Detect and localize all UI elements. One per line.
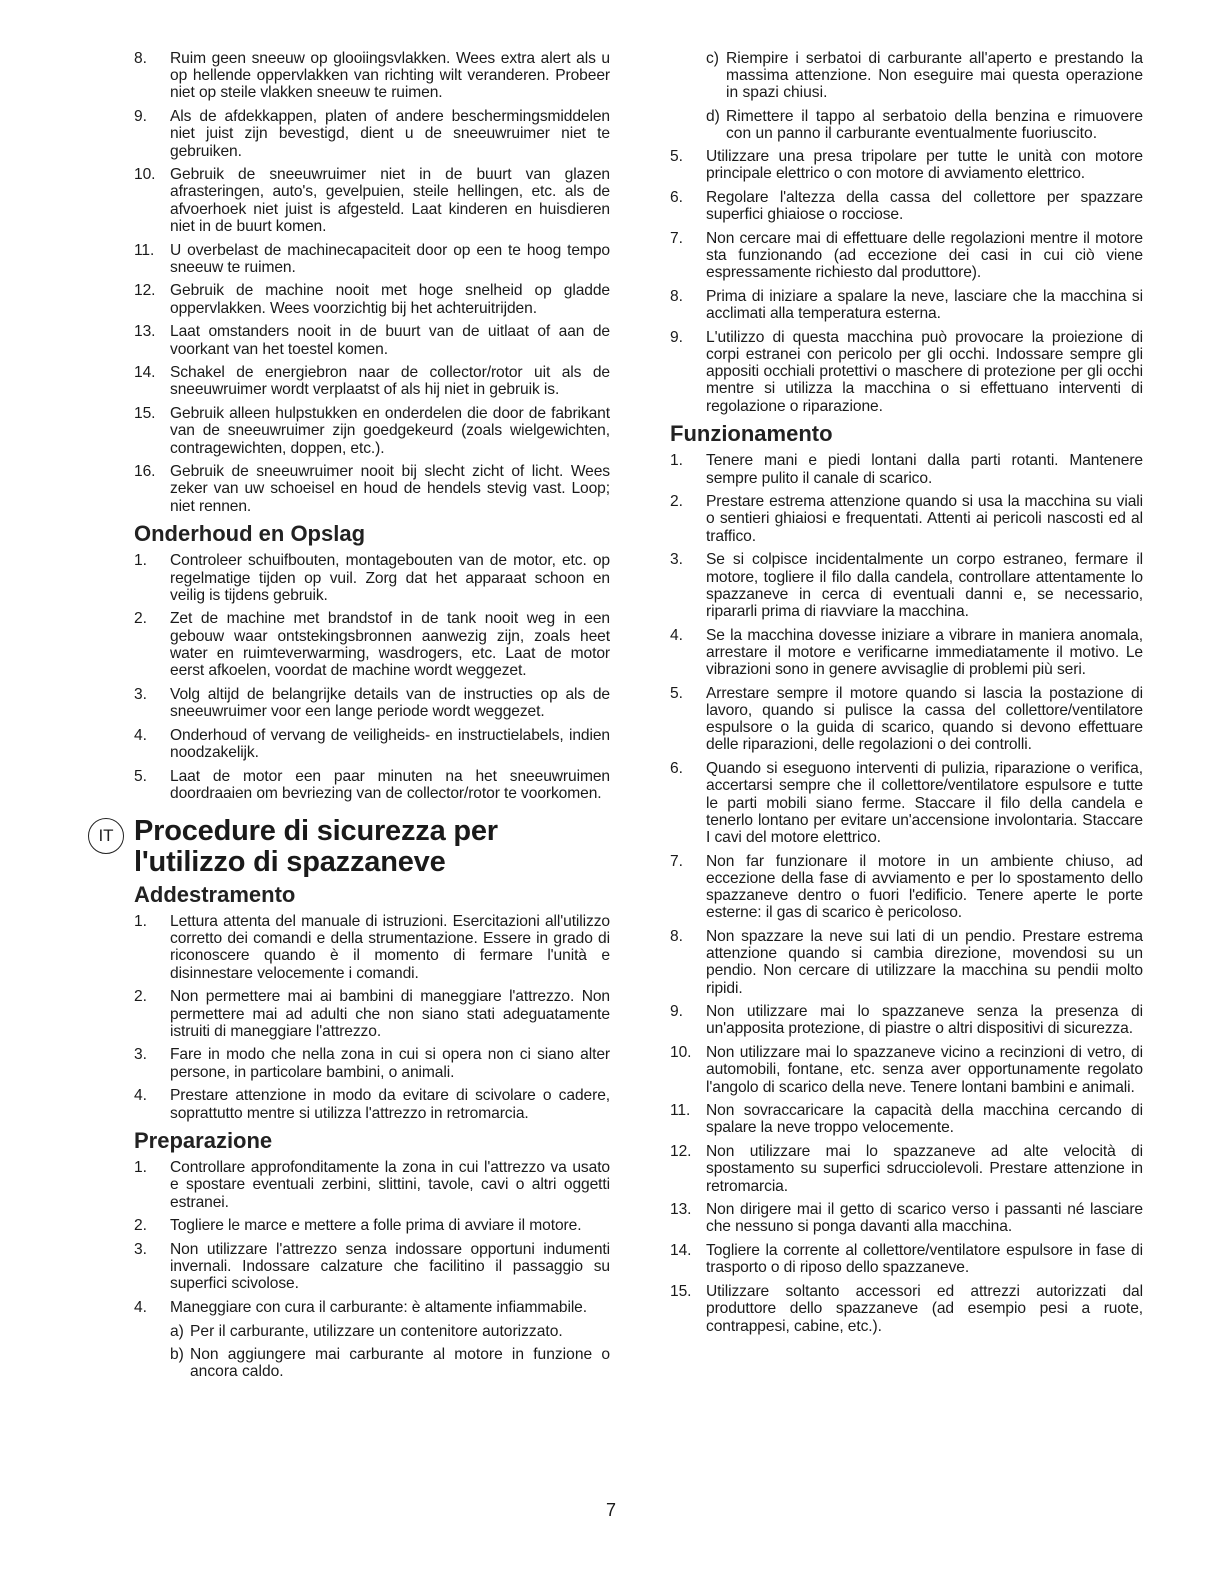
list-item-text: Fare in modo che nella zona in cui si opera non ci siano alter persone, in particolare bambini, o animali. [170, 1046, 610, 1081]
list-item [132, 1346, 610, 1380]
list-item-number: 15. [134, 405, 156, 423]
list-item-number: 11. [670, 1102, 691, 1120]
list-item-text: Non utilizzare mai lo spazzaneve vicino a recinzioni di vetro, di automobili, fontane, etc. senza aver opportunamente regolato l'angolo di scarico della neve. Tenere lontani bambini e animali. [706, 1044, 1143, 1096]
it-preparation-sublist [132, 1323, 610, 1381]
nl-maintenance-list [132, 552, 610, 802]
list-item [668, 1102, 1143, 1136]
list-item-number: 7. [670, 852, 683, 870]
heading-preparazione: Preparazione [134, 1128, 273, 1154]
list-item-number: b) [170, 1346, 184, 1364]
list-item-text: Controllare approfonditamente la zona in cui l'attrezzo va usato e spostare eventuali zerbini, slittini, tavole, cavi o altri oggetti estranei. [170, 1159, 610, 1211]
list-item-text: Non far funzionare il motore in un ambiente chiuso, ad eccezione della fase di avviamento e per lo spostamento dello spazzaneve dentro o fuori l'edificio. Tenere aperte le porte esterne: il gas di scarico è pericoloso. [706, 852, 1143, 922]
list-item-text: Non spazzare la neve sui lati di un pendio. Prestare estrema attenzione quando si cambia direzione, movendosi su un pendio. Non cercare di utilizzare la macchina su pendii molto ripidi. [706, 927, 1143, 997]
list-item [132, 1323, 610, 1340]
list-item [132, 727, 610, 761]
list-item-text: Ruim geen sneeuw op glooiingsvlakken. Wees extra alert als u op hellende oppervlakken van richting wilt veranderen. Probeer niet op steile vlakken sneeuw te ruimen. [170, 50, 610, 102]
list-item-number: 2. [134, 1217, 147, 1235]
list-item [132, 768, 610, 802]
list-item-text: Maneggiare con cura il carburante: è altamente infiammabile. [170, 1299, 587, 1317]
list-item-number: 12. [134, 282, 156, 300]
list-item [668, 189, 1143, 223]
it-preparation-list [132, 1159, 610, 1316]
list-item-number: 2. [670, 493, 683, 511]
list-item-number: 13. [134, 323, 156, 341]
list-item [132, 50, 610, 102]
list-item-number: 8. [670, 927, 683, 945]
list-item [668, 853, 1143, 922]
list-item-text: Onderhoud of vervang de veiligheids- en instructielabels, indien noodzakelijk. [170, 726, 610, 761]
list-item [132, 988, 610, 1040]
list-item-number: 10. [670, 1044, 692, 1062]
list-item-number: 6. [670, 188, 683, 206]
list-item [132, 610, 610, 679]
list-item [668, 1143, 1143, 1195]
list-item-text: Arrestare sempre il motore quando si lascia la postazione di lavoro, quando si pulisce la cassa del collettore/ventilatore espulsore o la guida di scarico, quando si devono effettuare delle riparazioni, delle regolazioni o dei controlli. [706, 684, 1143, 754]
list-item-number: 1. [134, 552, 147, 570]
list-item [668, 1242, 1143, 1276]
list-item-number: 7. [670, 229, 683, 247]
list-item-text: Non utilizzare mai lo spazzaneve senza la presenza di un'apposita protezione, di piastre o altri dispositivi di sicurezza. [706, 1003, 1143, 1038]
list-item [668, 329, 1143, 415]
section-title-block [98, 815, 610, 879]
list-item-text: Togliere le marce e mettere a folle prima di avviare il motore. [170, 1217, 582, 1235]
list-item [668, 685, 1143, 754]
it-preparation-sublist-cont [668, 50, 1143, 142]
nl-safety-list [132, 50, 610, 515]
list-item-text: Quando si eseguono interventi di pulizia, riparazione o verifica, accertarsi sempre che il collettore/ventilatore espulsore e tutte le parti mobili siano ferme. Staccare il filo della candela e tenerlo lontano per evitare un'accensione involontaria. Staccare I cavi del motore elettrico. [706, 760, 1143, 846]
list-item [668, 108, 1143, 142]
list-item-text: Als de afdekkappen, platen of andere beschermingsmiddelen niet juist zijn bevestigd, dient u de sneeuwruimer niet te gebruiken. [170, 108, 610, 160]
list-item-text: Non sovraccaricare la capacità della macchina cercando di spalare la neve troppo velocemente. [706, 1102, 1143, 1137]
list-item-text: Schakel de energiebron naar de collector/rotor uit als de sneeuwruimer wordt verplaatst of als hij niet in gebruik is. [170, 364, 610, 399]
list-item [132, 282, 610, 316]
list-item-number: 14. [670, 1242, 692, 1260]
list-item [132, 405, 610, 457]
list-item [132, 1299, 610, 1316]
left-column [98, 50, 610, 1386]
list-item [132, 1159, 610, 1211]
list-item-number: 14. [134, 364, 156, 382]
list-item [132, 1046, 610, 1080]
list-item [132, 463, 610, 515]
list-item [668, 493, 1143, 545]
list-item [668, 1201, 1143, 1235]
list-item-text: Lettura attenta del manuale di istruzioni. Esercitazioni all'utilizzo corretto dei comandi e della strumentazione. Essere in grado di riconoscere quando è il momento di fermare l'unità e disinnestare velocemente i comandi. [170, 913, 610, 982]
heading-funzionamento: Funzionamento [670, 421, 833, 447]
list-item-number: 8. [134, 50, 147, 67]
list-item-number: 9. [134, 108, 147, 126]
right-column [668, 50, 1143, 1341]
it-preparation-list-cont [668, 148, 1143, 415]
list-item [132, 686, 610, 720]
list-item-number: d) [706, 107, 720, 125]
list-item [668, 1003, 1143, 1037]
list-item-number: 5. [134, 767, 147, 785]
list-item [132, 364, 610, 398]
list-item-text: Togliere la corrente al collettore/ventilatore espulsore in fase di trasporto o di riposo dello spazzaneve. [706, 1242, 1143, 1277]
list-item [132, 913, 610, 982]
list-item-number: 2. [134, 610, 147, 628]
list-item [668, 928, 1143, 997]
heading-onderhoud: Onderhoud en Opslag [134, 521, 366, 547]
list-item [668, 50, 1143, 102]
list-item-number: 9. [670, 1003, 683, 1021]
list-item-number: 6. [670, 760, 683, 778]
list-item-text: Rimettere il tappo al serbatoio della benzina e rimuovere con un panno il carburante eventualmente fuoriuscito. [726, 107, 1143, 142]
list-item [668, 1044, 1143, 1096]
list-item-number: 4. [134, 726, 147, 744]
list-item [668, 452, 1143, 486]
list-item-text: U overbelast de machinecapaciteit door op een te hoog tempo sneeuw te ruimen. [170, 241, 610, 276]
list-item [132, 323, 610, 357]
list-item-text: Utilizzare soltanto accessori ed attrezzi autorizzati dal produttore dello spazzaneve (ad esempio pesi a ruote, contrappesi, cabine, etc.). [706, 1283, 1143, 1335]
page-title: Procedure di sicurezza per l'utilizzo di spazzaneve [134, 815, 498, 879]
it-operation-list [668, 452, 1143, 1334]
list-item-number: c) [706, 50, 719, 67]
list-item [132, 552, 610, 604]
list-item-text: Non cercare mai di effettuare delle regolazioni mentre il motore sta funzionando (ad eccezione dei casi in cui ciò viene espressamente richiesto dal produttore). [706, 229, 1143, 282]
list-item [132, 166, 610, 235]
list-item-text: Laat omstanders nooit in de buurt van de uitlaat of aan de voorkant van het toestel komen. [170, 323, 610, 358]
list-item [668, 1283, 1143, 1335]
list-item [668, 551, 1143, 620]
list-item-number: 11. [134, 241, 155, 259]
list-item-number: 5. [670, 684, 683, 702]
list-item [132, 1217, 610, 1234]
list-item-text: L'utilizzo di questa macchina può provocare la proiezione di corpi estranei con pericolo per gli occhi. Indossare sempre gli appositi occhiali protettivi o maschere di protezione per gli occhi mentre si utilizza la macchina o si effettuano interventi di regolazione o riparazione. [706, 328, 1143, 415]
list-item-text: Riempire i serbatoi di carburante all'aperto e prestando la massima attenzione. Non eseguire mai questa operazione in spazi chiusi. [726, 50, 1143, 102]
page-number: 7 [606, 1500, 617, 1520]
list-item-number: 3. [134, 685, 147, 703]
list-item-number: 8. [670, 287, 683, 305]
list-item-number: 4. [670, 626, 683, 644]
list-item [668, 760, 1143, 846]
list-item-text: Gebruik de sneeuwruimer nooit bij slecht zicht of licht. Wees zeker van uw schoeisel en houd de hendels stevig vast. Loop; niet rennen. [170, 463, 610, 515]
list-item-text: Non aggiungere mai carburante al motore in funzione o ancora caldo. [190, 1346, 610, 1381]
list-item-text: Se la macchina dovesse iniziare a vibrare in maniera anomala, arrestare il motore e verificarne immediatamente il motivo. Le vibrazioni sono in genere avvisaglie di problemi più seri. [706, 626, 1143, 679]
list-item [132, 108, 610, 160]
list-item-number: 1. [134, 913, 147, 931]
list-item-text: Per il carburante, utilizzare un contenitore autorizzato. [190, 1322, 563, 1340]
list-item-text: Prestare estrema attenzione quando si usa la macchina su viali o sentieri ghiaiosi e frequentati. Attenti ai pericoli nascosti ed al traffico. [706, 493, 1143, 545]
list-item-number: 10. [134, 166, 156, 184]
list-item-text: Controleer schuifbouten, montagebouten van de motor, etc. op regelmatige tijden op vuil. Zorg dat het apparaat schoon en veilig is tijdens gebruik. [170, 552, 610, 604]
list-item-number: 13. [670, 1201, 692, 1219]
it-training-list [132, 913, 610, 1122]
list-item-text: Laat de motor een paar minuten na het sneeuwruimen doordraaien om bevriezing van de collector/rotor te voorkomen. [170, 767, 610, 802]
list-item-number: 3. [670, 551, 683, 569]
list-item-number: 5. [670, 148, 683, 166]
list-item-number: 16. [134, 463, 156, 481]
list-item-text: Prima di iniziare a spalare la neve, lasciare che la macchina si acclimati alla temperatura esterna. [706, 287, 1143, 323]
list-item [668, 627, 1143, 679]
list-item-number: 3. [134, 1046, 147, 1064]
list-item-text: Se si colpisce incidentalmente un corpo estraneo, fermare il motore, togliere il filo dalla candela, controllare attentamente lo spazzaneve in cerca di eventuali danni e, se necessario, ripararli prima di riavviare la macchina. [706, 551, 1143, 620]
list-item-text: Gebruik alleen hulpstukken en onderdelen die door de fabrikant van de sneeuwruimer zijn goedgekeurd (zoals wielgewichten, contragewichten, doppen, etc.). [170, 405, 610, 457]
list-item-text: Utilizzare una presa tripolare per tutte le unità con motore principale elettrico o con motore di avviamento elettrico. [706, 148, 1143, 183]
list-item-text: Non permettere mai ai bambini di maneggiare l'attrezzo. Non permettere mai ad adulti che non siano stati adeguatamente istruiti di maneggiare l'attrezzo. [170, 988, 610, 1040]
list-item-text: Prestare attenzione in modo da evitare di scivolare o cadere, soprattutto mentre si utilizza l'attrezzo in retromarcia. [170, 1087, 610, 1122]
list-item-text: Gebruik de sneeuwruimer niet in de buurt van glazen afrasteringen, auto's, gevelpuien, steile hellingen, etc. als de afvoerhoek niet juist is afgesteld. Laat kinderen en huisdieren niet in de buurt komen. [170, 166, 610, 235]
list-item [132, 242, 610, 276]
language-badge: IT [88, 818, 124, 854]
list-item-number: 4. [134, 1087, 147, 1105]
list-item [132, 1087, 610, 1121]
heading-addestramento: Addestramento [134, 882, 296, 908]
list-item-text: Non dirigere mai il getto di scarico verso i passanti né lasciare che nessuno si ponga davanti alla macchina. [706, 1201, 1143, 1236]
list-item-number: 15. [670, 1283, 692, 1301]
list-item-number: 3. [134, 1241, 147, 1259]
list-item-text: Zet de machine met brandstof in de tank nooit weg in een gebouw waar ontstekingsbronnen aanwezig zijn, zoals heet water en ruimteverwarming, wasdrogers, etc. Laat de motor eerst afkoelen, voordat de machine wordt weggezet. [170, 610, 610, 680]
list-item-text: Non utilizzare l'attrezzo senza indossare opportuni indumenti invernali. Indossare calzature che facilitino il passaggio su superfici scivolose. [170, 1241, 610, 1293]
list-item-number: 2. [134, 988, 147, 1006]
list-item [668, 288, 1143, 322]
list-item-number: 4. [134, 1299, 147, 1317]
list-item-number: 12. [670, 1143, 692, 1161]
list-item-text: Volg altijd de belangrijke details van de instructies op als de sneeuwruimer voor een lange periode wordt weggezet. [170, 685, 610, 720]
list-item-text: Regolare l'altezza della cassa del collettore per spazzare superfici ghiaiose o rocciose. [706, 188, 1143, 224]
list-item-text: Non utilizzare mai lo spazzaneve ad alte velocità di spostamento su superfici sdrucciolevoli. Prestare attenzione in retromarcia. [706, 1143, 1143, 1195]
list-item-number: a) [170, 1322, 184, 1340]
list-item-number: 1. [134, 1159, 147, 1177]
list-item-text: Tenere mani e piedi lontani dalla parti rotanti. Mantenere sempre pulito il canale di scarico. [706, 452, 1143, 487]
list-item [132, 1241, 610, 1293]
list-item [668, 230, 1143, 282]
list-item [668, 148, 1143, 182]
list-item-number: 1. [670, 452, 683, 470]
list-item-text: Gebruik de machine nooit met hoge snelheid op gladde oppervlakken. Wees voorzichtig bij het achteruitrijden. [170, 282, 610, 317]
list-item-number: 9. [670, 328, 683, 346]
